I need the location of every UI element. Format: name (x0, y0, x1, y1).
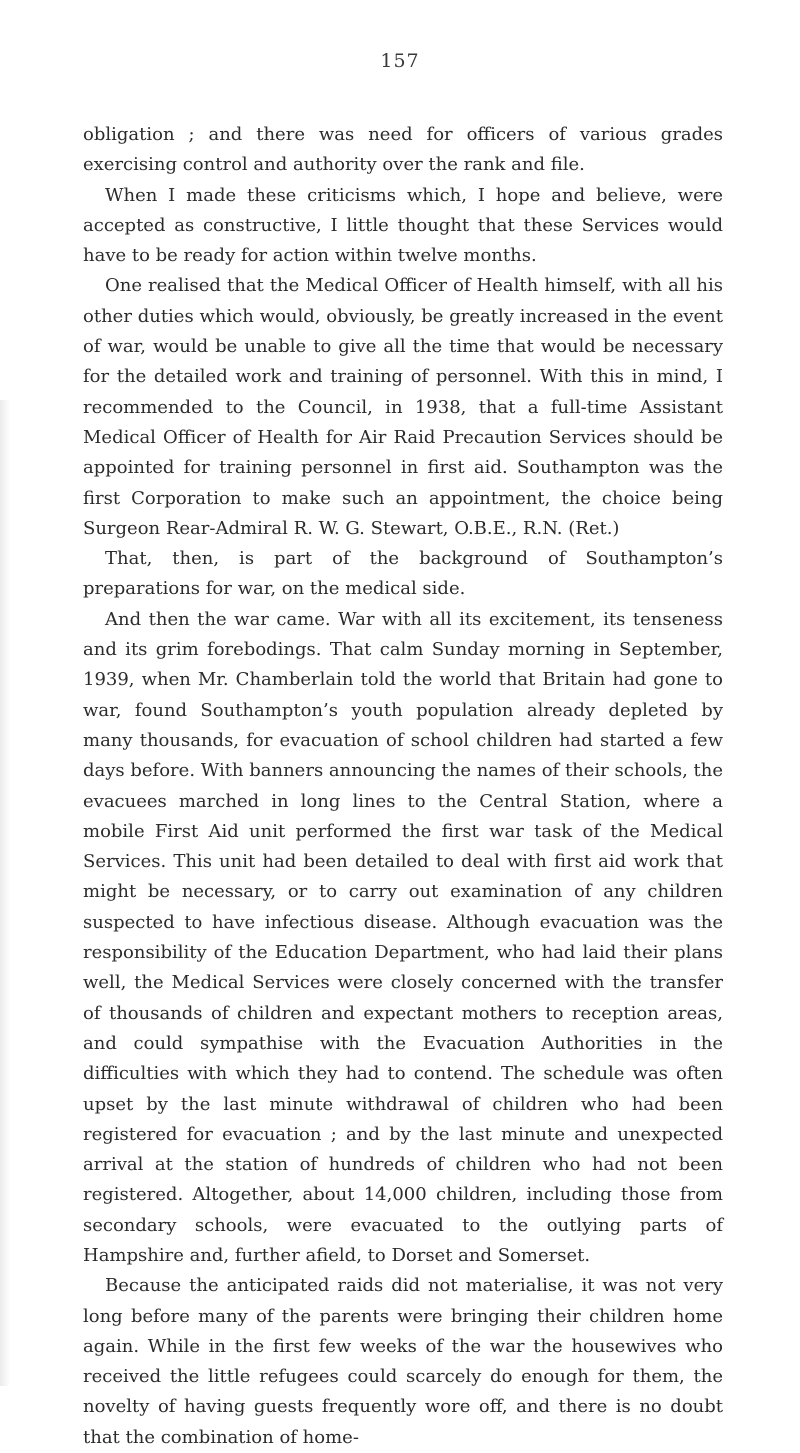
page-number: 157 (380, 50, 420, 72)
paragraph-2: When I made these criticisms which, I hope and believe, were accepted as constructive, I little thought that these Services would have to be ready for action within twelve months. (83, 184, 723, 267)
paragraph-3: One realised that the Medical Officer of Health himself, with all his other duties which would, obviously, be greatly increased in the event of war, would be unable to give all the time that would be necessary for the detailed work and training of personnel. With this in mind, I recommended to the Council, in 1938, that a full-time Assistant Medical Officer of Health for Air Raid Precaution Services should be appointed for training personnel in first aid. Southampton was the first Corporation to make such an appointment, the choice being Surgeon Rear-Admiral R. W. G. Stewart, O.B.E., R.N. (Ret.) (83, 275, 723, 539)
paragraph-6: Because the anticipated raids did not materialise, it was not very long before many of the parents were bringing their children home again. While in the first few weeks of the war the housewives who received the little refugees could scarcely do enough for them, the novelty of having guests frequently wore off, and there is no doubt that the combination of home- (83, 1275, 723, 1448)
paragraph-5: And then the war came. War with all its excitement, its tenseness and its grim forebodings. That calm Sunday morning in September, 1939, when Mr. Chamberlain told the world that Britain had gone to war, found Southampton’s youth population already depleted by many thousands, for evacuation of school children had started a few days before. With banners announcing the names of their schools, the evacuees marched in long lines to the Central Station, where a mobile First Aid unit performed the first war task of the Medical Services. This unit had been detailed to deal with first aid work that might be necessary, or to carry out examination of any children suspected to have infectious disease. Although evacuation was the responsibility of the Education Department, who had laid their plans well, the Medical Services were closely concerned with the transfer of thousands of children and expectant mothers to reception areas, and could sympathise with the Evacuation Authorities in the difficulties with which they had to contend. The schedule was often upset by the last minute withdrawal of children who had been registered for evacuation ; and by the last minute and unexpected arrival at the station of hundreds of children who had not been registered. Altogether, about 14,000 children, including those from secondary schools, were evacuated to the outlying parts of Hampshire and, further afield, to Dorset and Somerset. (83, 608, 724, 1266)
paragraph-1: obligation ; and there was need for officers of various grades exercising control and authority over the rank and file. (83, 124, 723, 176)
page-binding-shadow (0, 400, 10, 1386)
paragraph-4: That, then, is part of the background of Southampton’s preparations for war, on the medical side. (83, 548, 723, 600)
body-text (83, 120, 723, 1453)
